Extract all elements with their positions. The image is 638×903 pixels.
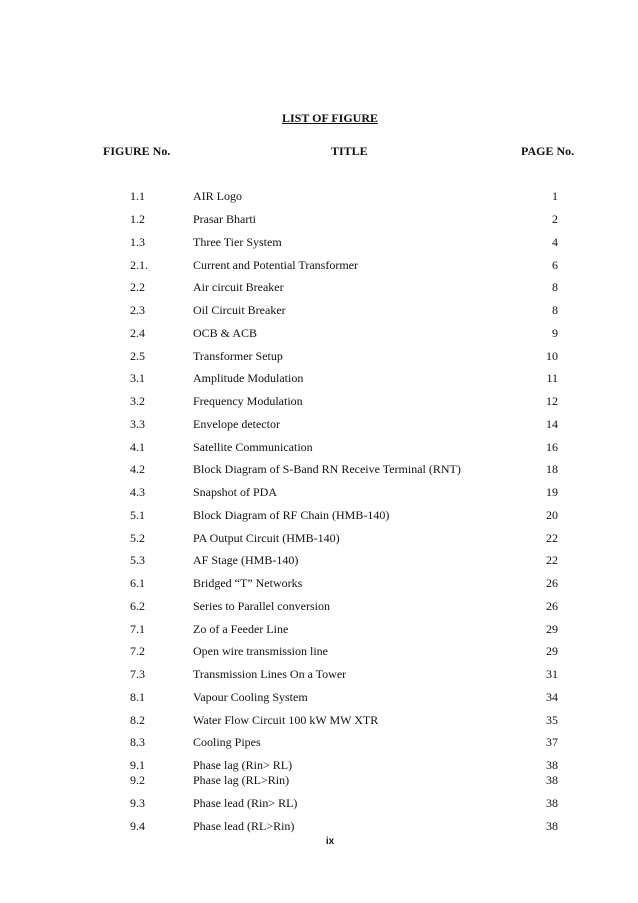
figure-page: 16	[546, 440, 558, 454]
figure-number: 8.1	[130, 690, 145, 704]
figure-title: Phase lead (RL>Rin)	[193, 819, 295, 833]
figure-row	[0, 758, 638, 774]
figure-page: 20	[546, 508, 558, 522]
figure-title: OCB & ACB	[193, 326, 258, 340]
figure-number: 5.3	[130, 553, 145, 567]
figure-title: Water Flow Circuit 100 kW MW XTR	[193, 713, 379, 727]
figure-number: 2.1.	[130, 258, 148, 272]
column-header-figure-no: FIGURE No.	[103, 144, 171, 158]
figure-number: 2.5	[130, 349, 145, 363]
figure-number: 6.1	[130, 576, 145, 590]
figure-number: 1.3	[130, 235, 145, 249]
figure-title: Vapour Cooling System	[193, 690, 308, 704]
figure-title: Phase lead (Rin> RL)	[193, 796, 298, 810]
figure-page: 10	[546, 349, 558, 363]
figure-page: 26	[546, 599, 558, 613]
figure-number: 3.2	[130, 394, 145, 408]
figure-number: 1.1	[130, 189, 145, 203]
figure-page: 29	[546, 644, 558, 658]
figure-row	[0, 531, 638, 547]
figure-number: 2.2	[130, 280, 145, 294]
figure-page: 26	[546, 576, 558, 590]
figure-number: 7.3	[130, 667, 145, 681]
figure-page: 6	[552, 258, 558, 272]
figure-title: Three Tier System	[193, 235, 282, 249]
figure-row	[0, 713, 638, 729]
figure-page: 2	[552, 212, 558, 226]
figure-title: Series to Parallel conversion	[193, 599, 330, 613]
page-title: LIST OF FIGURE	[281, 111, 379, 125]
figure-page: 22	[546, 553, 558, 567]
figure-page: 34	[546, 690, 558, 704]
figure-row	[0, 819, 638, 835]
figure-page: 38	[546, 796, 558, 810]
figure-row	[0, 280, 638, 296]
figure-title: Transformer Setup	[193, 349, 283, 363]
figure-number: 2.3	[130, 303, 145, 317]
figure-row	[0, 417, 638, 433]
figure-number: 4.1	[130, 440, 145, 454]
figure-row	[0, 553, 638, 569]
figure-page: 22	[546, 531, 558, 545]
figure-number: 9.4	[130, 819, 145, 833]
figure-page: 35	[546, 713, 558, 727]
figure-page: 8	[552, 303, 558, 317]
figure-number: 3.3	[130, 417, 145, 431]
figure-number: 8.2	[130, 713, 145, 727]
figure-page: 4	[552, 235, 558, 249]
figure-number: 3.1	[130, 371, 145, 385]
figure-number: 9.2	[130, 773, 145, 787]
figure-title: PA Output Circuit (HMB-140)	[193, 531, 340, 545]
figure-row	[0, 485, 638, 501]
column-header-page-no: PAGE No.	[521, 144, 575, 158]
figure-row	[0, 644, 638, 660]
figure-row	[0, 394, 638, 410]
figure-number: 6.2	[130, 599, 145, 613]
figure-title: Snapshot of PDA	[193, 485, 278, 499]
figure-title: Current and Potential Transformer	[193, 258, 358, 272]
figure-title: Air circuit Breaker	[193, 280, 284, 294]
figure-number: 7.2	[130, 644, 145, 658]
figure-row	[0, 622, 638, 638]
figure-row	[0, 212, 638, 228]
figure-row	[0, 258, 638, 274]
figure-title: Phase lag (RL>Rin)	[193, 773, 290, 787]
figure-number: 1.2	[130, 212, 145, 226]
figure-row	[0, 440, 638, 456]
figure-page: 31	[546, 667, 558, 681]
figure-number: 7.1	[130, 622, 145, 636]
figure-row	[0, 735, 638, 751]
figure-row	[0, 796, 638, 812]
figure-row	[0, 462, 638, 478]
figure-page: 11	[546, 371, 558, 385]
figure-row	[0, 599, 638, 615]
figure-title: Frequency Modulation	[193, 394, 303, 408]
figure-page: 38	[546, 758, 558, 772]
figure-row	[0, 349, 638, 365]
figure-row	[0, 235, 638, 251]
figure-page: 38	[546, 773, 558, 787]
figure-number: 9.1	[130, 758, 145, 772]
figure-row	[0, 508, 638, 524]
figure-number: 5.1	[130, 508, 145, 522]
figure-page: 38	[546, 819, 558, 833]
figure-page: 19	[546, 485, 558, 499]
figure-title: Envelope detector	[193, 417, 280, 431]
figure-page: 14	[546, 417, 558, 431]
figure-number: 4.3	[130, 485, 145, 499]
figure-title: Amplitude Modulation	[193, 371, 304, 385]
figure-page: 1	[552, 189, 558, 203]
figure-title: Phase lag (Rin> RL)	[193, 758, 293, 772]
figure-number: 9.3	[130, 796, 145, 810]
column-header-title: TITLE	[331, 144, 368, 158]
figure-title: Transmission Lines On a Tower	[193, 667, 347, 681]
figure-row	[0, 189, 638, 205]
figure-page: 18	[546, 462, 558, 476]
figure-row	[0, 371, 638, 387]
figure-title: Open wire transmission line	[193, 644, 328, 658]
figure-row	[0, 326, 638, 342]
figure-number: 8.3	[130, 735, 145, 749]
figure-title: Bridged “T” Networks	[193, 576, 303, 590]
figure-row	[0, 303, 638, 319]
figure-title: Prasar Bharti	[193, 212, 256, 226]
figure-page: 37	[546, 735, 558, 749]
figure-title: AIR Logo	[193, 189, 242, 203]
figure-title: Oil Circuit Breaker	[193, 303, 286, 317]
figure-page: 8	[552, 280, 558, 294]
figure-title: AF Stage (HMB-140)	[193, 553, 299, 567]
page-number: ix	[325, 836, 335, 847]
figure-number: 2.4	[130, 326, 145, 340]
figure-page: 29	[546, 622, 558, 636]
figure-title: Block Diagram of S-Band RN Receive Terminal (RNT)	[193, 462, 461, 476]
figure-title: Block Diagram of RF Chain (HMB-140)	[193, 508, 390, 522]
figure-number: 5.2	[130, 531, 145, 545]
figure-title: Cooling Pipes	[193, 735, 261, 749]
figure-title: Zo of a Feeder Line	[193, 622, 289, 636]
figure-row	[0, 576, 638, 592]
figure-row	[0, 667, 638, 683]
figure-row	[0, 773, 638, 789]
figure-row	[0, 690, 638, 706]
figure-page: 12	[546, 394, 558, 408]
figure-title: Satellite Communication	[193, 440, 313, 454]
figure-number: 4.2	[130, 462, 145, 476]
figure-page: 9	[552, 326, 558, 340]
